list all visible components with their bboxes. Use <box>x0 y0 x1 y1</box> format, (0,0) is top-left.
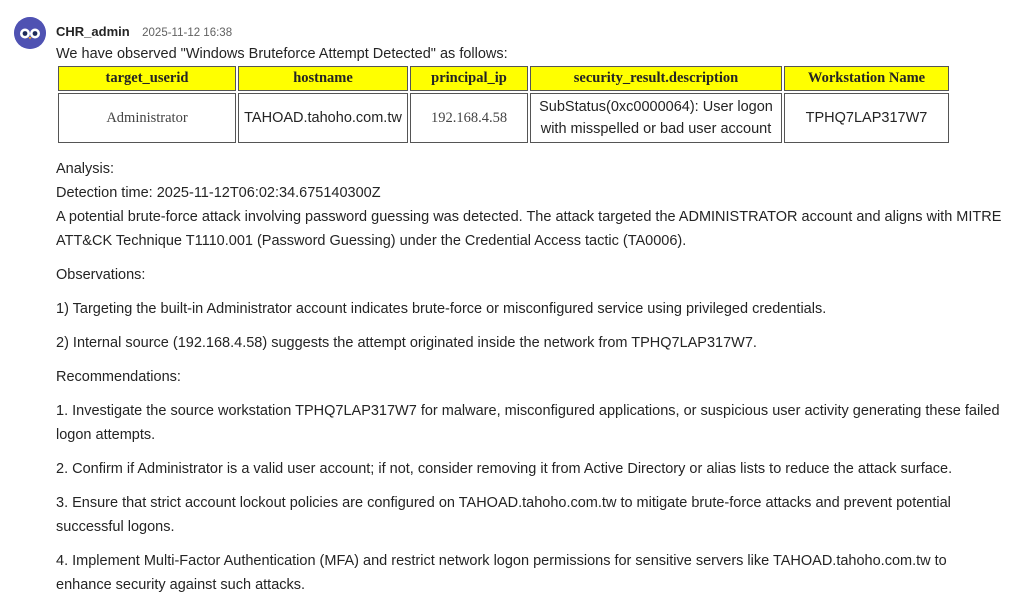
message-timestamp: 2025-11-12 16:38 <box>142 27 233 39</box>
table-header-row <box>58 66 949 91</box>
analysis-label: Analysis: <box>56 161 115 177</box>
intro-text: We have observed "Windows Bruteforce Attempt Detected" as follows: <box>56 46 508 62</box>
alert-table <box>56 64 951 145</box>
analysis-text: A potential brute-force attack involving password guessing was detected. The attack targeted the ADMINISTRATOR account and aligns with MITRE ATT&CK Technique T1110.001 (Password Guessing) under the Credential Access tactic (TA0006). <box>56 209 1002 249</box>
avatar[interactable] <box>14 17 46 49</box>
table-cell: TAHOAD.tahoho.com.tw <box>238 93 408 143</box>
observations-label: Observations: <box>56 267 146 283</box>
column-header: principal_ip <box>410 66 528 91</box>
recommendation-item: 4. Implement Multi-Factor Authentication (MFA) and restrict network logon permissions for sensitive servers like TAHOAD.tahoho.com.tw to enhance security against such attacks. <box>56 553 947 593</box>
author-name[interactable]: CHR_admin <box>56 24 130 39</box>
owl-avatar-icon <box>14 17 46 49</box>
table-cell: SubStatus(0xc0000064): User logon with misspelled or bad user account <box>530 93 782 143</box>
message-body <box>56 44 1006 597</box>
recommendation-item: 1. Investigate the source workstation TPHQ7LAP317W7 for malware, misconfigured applications, or suspicious user activity generating these failed logon attempts. <box>56 403 1000 443</box>
observation-item: 1) Targeting the built-in Administrator account indicates brute-force or misconfigured service using privileged credentials. <box>56 301 827 317</box>
column-header: security_result.description <box>530 66 782 91</box>
table-cell: TPHQ7LAP317W7 <box>784 93 949 143</box>
column-header: target_userid <box>58 66 236 91</box>
observation-item: 2) Internal source (192.168.4.58) suggests the attempt originated inside the network from TPHQ7LAP317W7. <box>56 335 757 351</box>
column-header: Workstation Name <box>784 66 949 91</box>
recommendations-label: Recommendations: <box>56 369 181 385</box>
table-cell: 192.168.4.58 <box>410 93 528 143</box>
message-header <box>56 23 232 41</box>
detection-time: Detection time: 2025-11-12T06:02:34.675140300Z <box>56 185 381 201</box>
table-cell: Administrator <box>58 93 236 143</box>
recommendation-item: 3. Ensure that strict account lockout policies are configured on TAHOAD.tahoho.com.tw to mitigate brute-force attacks and prevent potential successful logons. <box>56 495 951 535</box>
recommendation-item: 2. Confirm if Administrator is a valid user account; if not, consider removing it from Active Directory or alias lists to reduce the attack surface. <box>56 461 953 477</box>
table-row <box>58 93 949 143</box>
column-header: hostname <box>238 66 408 91</box>
